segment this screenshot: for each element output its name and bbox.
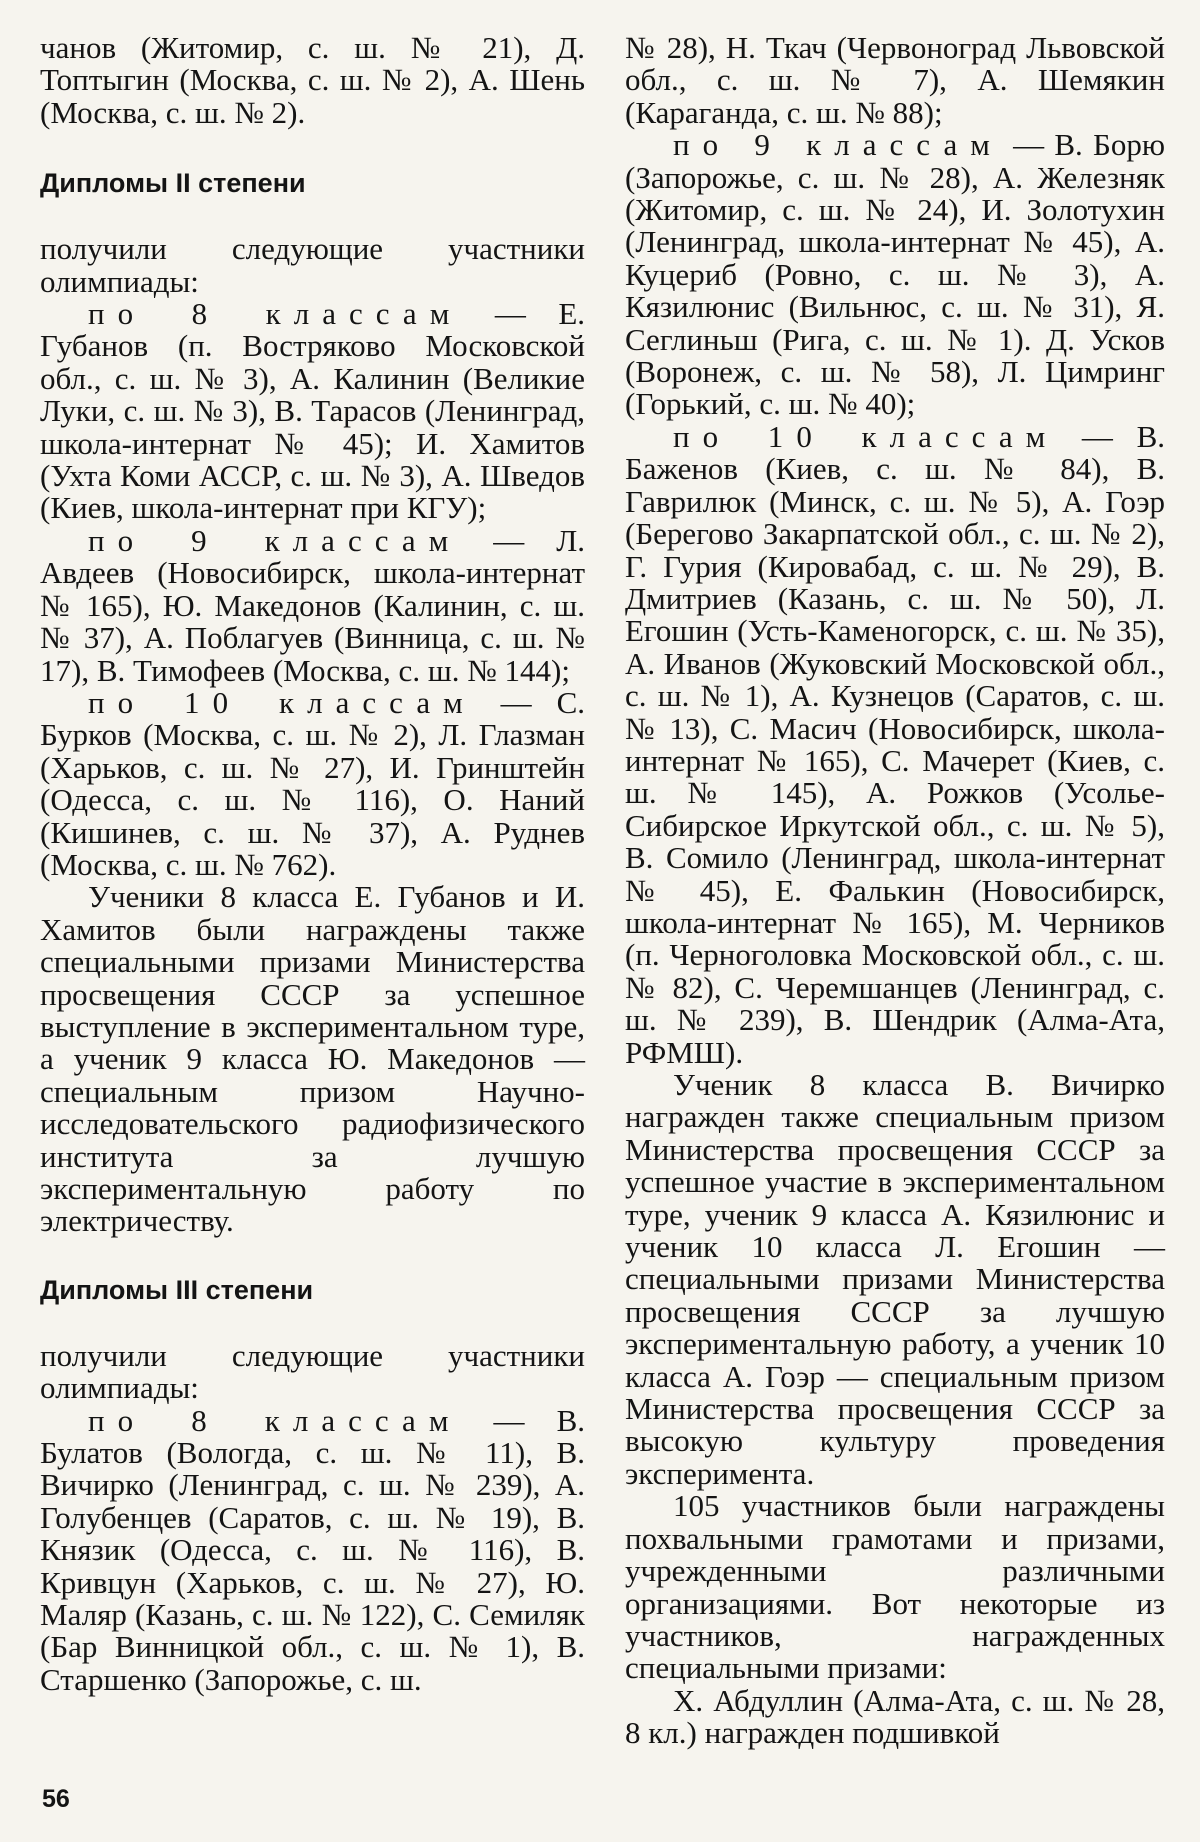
page-number: 56 [42,1785,70,1813]
grade-text: — В. Баженов (Киев, с. ш. № 84), В. Гаврилюк (Минск, с. ш. № 5), А. Гоэр (Берегово Закарпатской обл., с. ш. № 2), Г. Гурия (Кировабад, с. ш. № 29), В. Дмитриев (Казань, с. ш. № 50), Л. Егошин (Усть-Каменогорск, с. ш. № 35), А. Иванов (Жуковский Московской обл., с. ш. № 1), А. Кузнецов (Саратов, с. ш. № 13), С. Масич (Новосибирск, школа-интернат № 165), С. Мачерет (Киев, с. ш. № 145), А. Рожков (Усолье-Сибирское Иркутской обл., с. ш. № 5), В. Сомило (Ленинград, школа-интернат № 45), Е. Фалькин (Новосибирск, школа-интернат № 165), М. Черников (п. Черноголовка Московской обл., с. ш. № 82), С. Черемшанцев (Ленинград, с. ш. № 239), В. Шендрик (Алма-Ата, РФМШ). [625,418,1165,1070]
grade-text: — В. Борю (Запорожье, с. ш. № 28), А. Железняк (Житомир, с. ш. № 24), И. Золотухин (Ленинград, школа-интернат № 45), А. Куцериб (Ровно, с. ш. № 3), А. Кязилюнис (Вильнюс, с. ш. № 31), Я. Сеглиньш (Рига, с. ш. № 1). Д. Усков (Воронеж, с. ш. № 58), Л. Цимринг (Горький, с. ш. № 40); [625,127,1165,422]
special-prizes-paragraph: Ученик 8 класса В. Вичирко награжден также специальным призом Министерства просвещения СССР за успешное участие в экспериментальном туре, ученик 9 класса А. Кязилюнис и ученик 10 класса Л. Егошин — специальными призами Министерства просвещения СССР за лучшую экспериментальную работу, а ученик 10 класса А. Гоэр — специальным призом Министерства просвещения СССР за высокую культуру проведения эксперимента. [625,1067,1165,1491]
grade-8-paragraph [40,298,585,525]
grade-label: по 10 классам [88,684,476,720]
left-column [40,32,585,1696]
grade-label: по 10 классам [673,418,1059,454]
heading-diplomas-2: Дипломы II степени [40,168,306,199]
grade-9-paragraph [625,129,1165,421]
grade-9-paragraph [40,522,585,688]
continuation-paragraph: чанов (Житомир, с. ш. № 21), Д. Топтыгин (Москва, с. ш. № 2), А. Шень (Москва, с. ш. № 2). [40,30,585,130]
grade-text: — В. Булатов (Вологда, с. ш. № 11), В. Вичирко (Ленинград, с. ш. № 239), А. Голубенцев (Саратов, с. ш. № 19), В. Князик (Одесса, с. ш. № 116), В. Кривцун (Харьков, с. ш. № 27), Ю. Маляр (Казань, с. ш. № 122), С. Семиляк (Бар Винницкой обл., с. ш. № 1), В. Старшенко (Запорожье, с. ш. [40,1402,585,1697]
grade-text: — Л. Авдеев (Новосибирск, школа-интернат № 165), Ю. Македонов (Калинин, с. ш. № 37), А. Поблагуев (Винница, с. ш. № 17), В. Тимофеев (Москва, с. ш. № 144); [40,522,585,688]
continuation-paragraph: № 28), Н. Ткач (Червоноград Львовской обл., с. ш. № 7), А. Шемякин (Караганда, с. ш. № 88); [625,30,1165,130]
grade-text: — С. Бурков (Москва, с. ш. № 2), Л. Глазман (Харьков, с. ш. № 27), И. Гринштейн (Одесса, с. ш. № 116), О. Наний (Кишинев, с. ш. № 37), А. Руднев (Москва, с. ш. № 762). [40,684,585,882]
grade-10-paragraph [40,684,585,882]
special-prizes-paragraph: Ученики 8 класса Е. Губанов и И. Хамитов были награждены также специальными призами Министерства просвещения СССР за успешное выступление в экспериментальном туре, а ученик 9 класса Ю. Македонов — специальным призом Научно-исследовательского радиофизического института за лучшую экспериментальную работу по электричеству. [40,879,585,1239]
grade-text: — Е. Губанов (п. Востряково Московской обл., с. ш. № 3), А. Калинин (Великие Луки, с. ш. № 3), В. Тарасов (Ленинград, школа-интернат № 45); И. Хамитов (Ухта Коми АССР, с. ш. № 3), А. Шведов (Киев, школа-интернат при КГУ); [40,296,586,526]
grade-8-paragraph [40,1402,585,1697]
heading-diplomas-3: Дипломы III степени [40,1274,314,1305]
award-entry-paragraph: Х. Абдуллин (Алма-Ата, с. ш. № 28, 8 кл.) награжден подшивкой [625,1682,1165,1751]
right-column [625,32,1165,1750]
grade-label: по 8 классам [88,1402,462,1438]
intro-paragraph: получили следующие участники олимпиады: [40,1337,585,1406]
grade-10-paragraph [625,418,1165,1070]
awards-paragraph: 105 участников были награждены похвальными грамотами и призами, учрежденными различными организациями. Вот некоторые из участников, награжденных специальными призами: [625,1488,1165,1686]
grade-label: по 8 классам [88,296,463,332]
grade-label: по 9 классам [673,127,1003,163]
intro-paragraph: получили следующие участники олимпиады: [40,231,585,299]
grade-label: по 9 классам [88,522,462,558]
